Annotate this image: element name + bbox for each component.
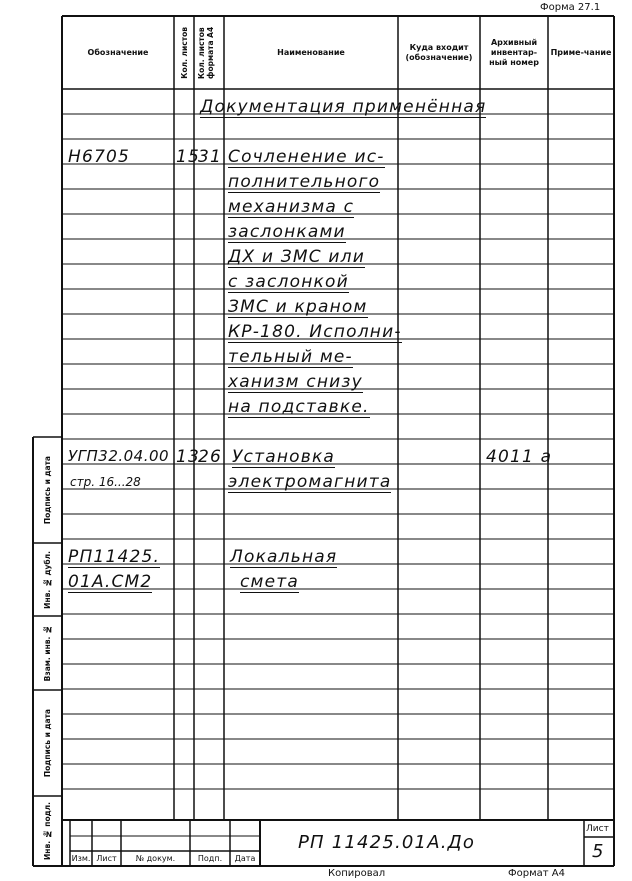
entry-a4: 31 (198, 147, 223, 167)
entry-archive: 4011 а (486, 447, 553, 467)
entry-name-line: ханизм снизу (228, 372, 363, 392)
entry-designation-line: РП11425. (68, 547, 161, 567)
stamp-sheet-number: 5 (592, 841, 605, 862)
stamp-col-sheet: Лист (96, 854, 117, 863)
entry-name-line: смета (240, 572, 299, 592)
entry-name-line: Локальная (230, 547, 338, 567)
header-archive: Архивный инвентар-ный номер (489, 37, 539, 67)
header-a4-sheets: Кол. листов формата А4 (197, 26, 215, 80)
footer-format: Формат А4 (508, 868, 565, 879)
entry-designation: УГП32.04.00 (68, 447, 170, 465)
entry-a4: 26 (198, 447, 223, 467)
entry-name-line: Сочленение ис- (228, 147, 385, 167)
header-sheets-cell (174, 18, 194, 88)
stamp-document-code: РП 11425.01А.До (298, 832, 476, 853)
header-note: Приме-чание (550, 47, 612, 57)
header-designation: Обозначение (87, 47, 149, 57)
section-title: Документация применённая (200, 97, 487, 117)
entry-designation-sub: стр. 16...28 (70, 475, 141, 489)
form-label: Форма 27.1 (540, 2, 601, 13)
entry-name-line: ЗМС и краном (228, 297, 368, 317)
entry-name-line: на подставке. (228, 397, 370, 417)
side-label: Подпись и дата (43, 455, 52, 525)
stamp-col-signature: Подп. (197, 854, 223, 863)
entry-name-line: электромагнита (228, 472, 392, 492)
header-destination: Куда входит (обозначение) (405, 42, 473, 62)
entry-designation-line: 01А.СМ2 (68, 572, 153, 592)
side-label: Инв. № подл. (43, 801, 52, 860)
side-box-dup (33, 543, 62, 616)
entry-sheets: 15 (176, 147, 201, 167)
stamp-col-docnum: № докум. (135, 854, 176, 863)
header-name: Наименование (277, 47, 345, 57)
stamp-col-date: Дата (234, 854, 256, 863)
entry-name-line: с заслонкой (228, 272, 349, 292)
side-box-original (33, 796, 62, 866)
entry-name-line: КР-180. Исполни- (228, 322, 402, 342)
stamp-col-change: Изм. (71, 854, 91, 863)
entry-name-line: полнительного (228, 172, 381, 192)
footer-copied: Копировал (328, 868, 386, 879)
entry-designation: Н6705 (68, 147, 131, 167)
header-a4-cell (194, 18, 224, 88)
entry-name-line: механизма с (228, 197, 355, 217)
side-label: Инв. № дубл. (43, 550, 52, 609)
entry-name-line: тельный ме- (228, 347, 353, 367)
stamp-sheet-label: Лист (586, 824, 609, 834)
entry-sheets: 13 (176, 447, 201, 467)
side-box-replace (33, 616, 62, 690)
side-label: Взам. инв. № (43, 624, 52, 682)
header-sheets-count: Кол. листов (179, 27, 189, 79)
side-label: Подпись и дата (43, 708, 52, 778)
entry-name-line: Установка (232, 447, 336, 467)
side-box-signature-bottom (33, 690, 62, 796)
entry-name-line: заслонками (228, 222, 346, 242)
entry-name-line: ДХ и ЗМС или (228, 247, 365, 267)
side-box-signature-top (33, 437, 62, 543)
